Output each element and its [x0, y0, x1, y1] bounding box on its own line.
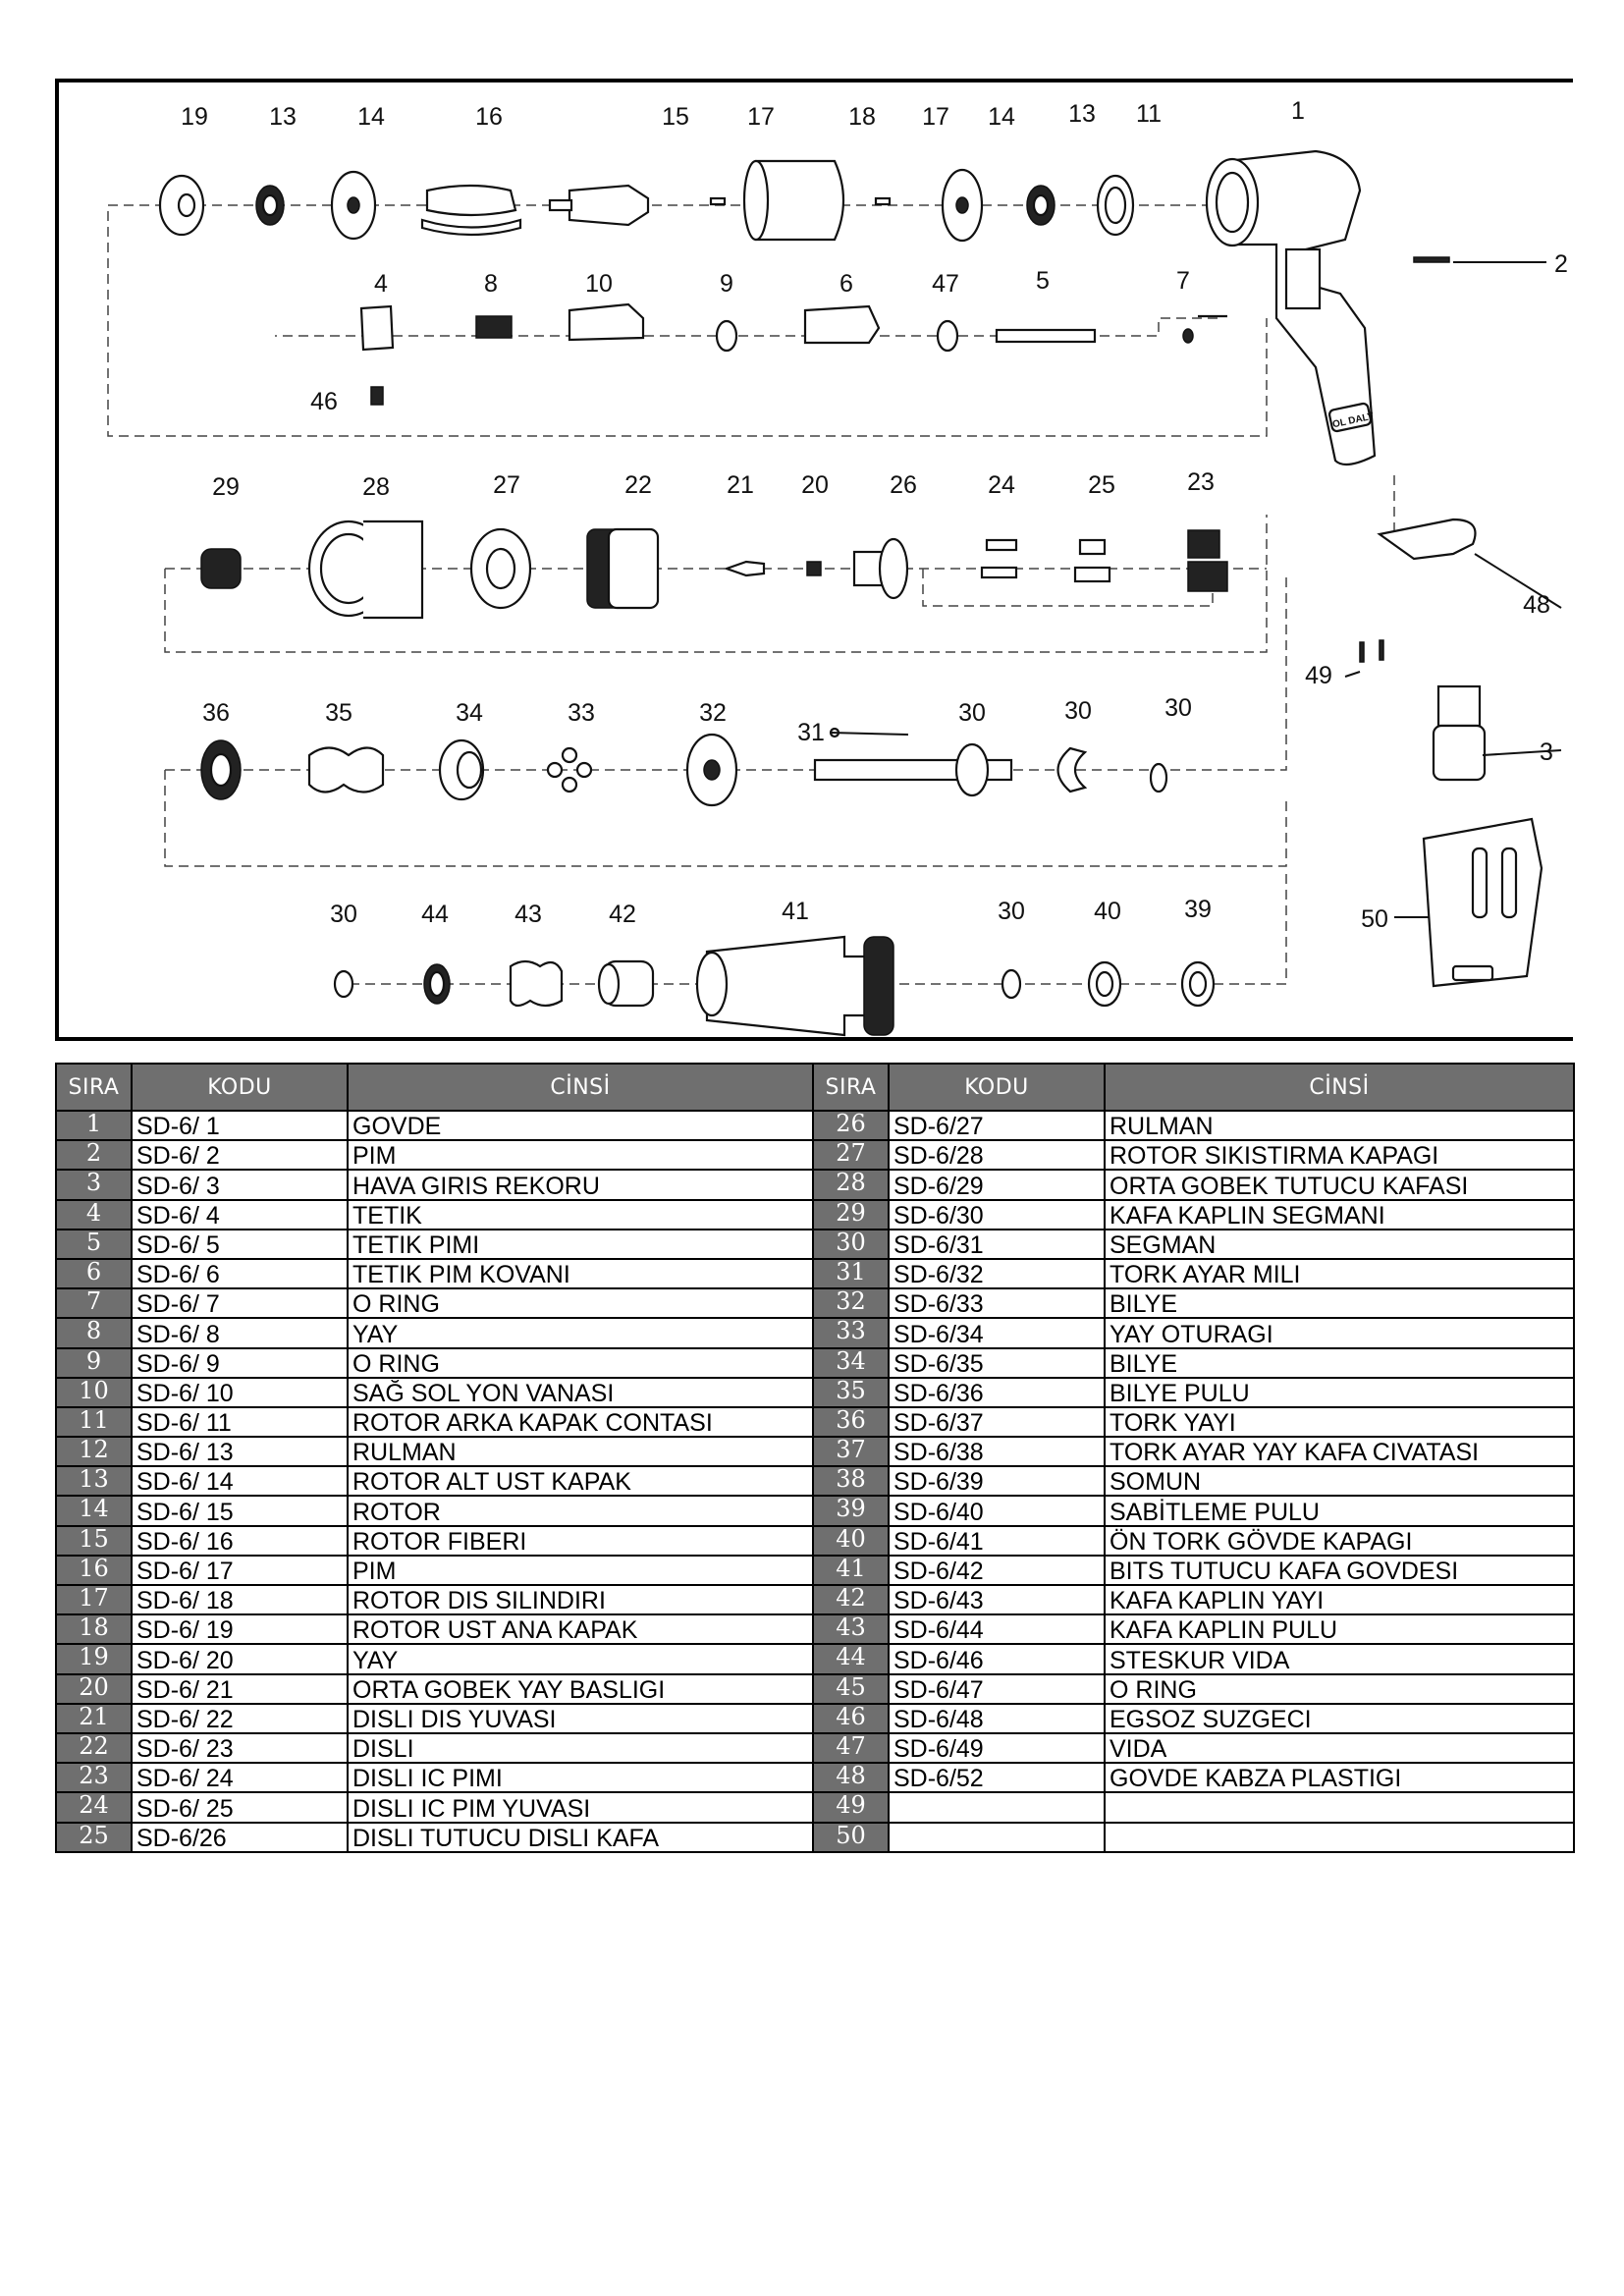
- callout-39: 39: [1184, 896, 1212, 923]
- callout-17a: 17: [747, 103, 775, 131]
- parts-row-3: [201, 521, 1227, 618]
- cell-code2: SD-6/48: [889, 1704, 1105, 1733]
- cell-code2: SD-6/27: [889, 1111, 1105, 1140]
- cell-name: SAĞ SOL YON VANASI: [348, 1378, 813, 1407]
- cell-no2: 28: [813, 1170, 889, 1199]
- callout-44: 44: [421, 901, 449, 928]
- cell-code: SD-6/ 16: [132, 1526, 348, 1556]
- cell-name: TETIK: [348, 1200, 813, 1230]
- table-row: [56, 1674, 1574, 1704]
- cell-no: 18: [56, 1614, 132, 1644]
- cell-code: SD-6/ 14: [132, 1466, 348, 1496]
- callout-6: 6: [839, 270, 853, 298]
- callout-1: 1: [1291, 97, 1305, 125]
- cell-code: SD-6/ 22: [132, 1704, 348, 1733]
- callout-30b: 30: [330, 901, 357, 928]
- cell-name2: SEGMAN: [1105, 1230, 1574, 1259]
- svg-text:OL DALY: OL DALY: [1331, 410, 1376, 431]
- cell-name2: ROTOR SIKISTIRMA KAPAGI: [1105, 1140, 1574, 1170]
- cell-code: SD-6/ 4: [132, 1200, 348, 1230]
- parts-list-table: [55, 1063, 1575, 1853]
- col-header-kodu: KODU: [132, 1064, 348, 1111]
- cell-no: 15: [56, 1526, 132, 1556]
- cell-code: SD-6/ 10: [132, 1378, 348, 1407]
- cell-no: 12: [56, 1437, 132, 1466]
- callout-35: 33: [568, 699, 595, 727]
- cell-name2: KAFA KAPLIN SEGMANI: [1105, 1200, 1574, 1230]
- callout-29: 29: [212, 473, 240, 501]
- cell-no2: 47: [813, 1733, 889, 1763]
- cell-name: TETIK PIMI: [348, 1230, 813, 1259]
- cell-name2: O RING: [1105, 1674, 1574, 1704]
- callout-46: 46: [310, 388, 338, 415]
- cell-code: SD-6/ 20: [132, 1644, 348, 1673]
- exploded-view-diagram: [55, 79, 1573, 1041]
- cell-name2: BILYE PULU: [1105, 1378, 1574, 1407]
- cell-code: SD-6/ 1: [132, 1111, 348, 1140]
- cell-code: SD-6/ 15: [132, 1496, 348, 1525]
- table-row: [56, 1704, 1574, 1733]
- callout-34: 32: [699, 699, 727, 727]
- cell-name2: [1105, 1792, 1574, 1822]
- cell-code: SD-6/ 8: [132, 1318, 348, 1347]
- cell-code2: SD-6/52: [889, 1763, 1105, 1792]
- cell-name: DISLI IC PIMI: [348, 1763, 813, 1792]
- table-row: [56, 1140, 1574, 1170]
- cell-name: DISLI: [348, 1733, 813, 1763]
- cell-no: 9: [56, 1348, 132, 1378]
- cell-name2: RULMAN: [1105, 1111, 1574, 1140]
- table-row: [56, 1496, 1574, 1525]
- parts-row-1: [160, 161, 1133, 241]
- cell-no: 6: [56, 1259, 132, 1288]
- col-header-sira-2: SIRA: [813, 1064, 889, 1111]
- cell-code: SD-6/ 13: [132, 1437, 348, 1466]
- callout-14b: 14: [988, 103, 1015, 131]
- cell-code2: SD-6/49: [889, 1733, 1105, 1763]
- cell-name2: SOMUN: [1105, 1466, 1574, 1496]
- cell-no2: 36: [813, 1407, 889, 1437]
- cell-name: DISLI IC PIM YUVASI: [348, 1792, 813, 1822]
- callout-10: 10: [585, 270, 613, 298]
- cell-name2: BILYE: [1105, 1288, 1574, 1318]
- callout-30c: 30: [998, 898, 1025, 925]
- callout-31: 30: [1064, 697, 1092, 725]
- table-row: [56, 1170, 1574, 1199]
- cell-no2: 48: [813, 1763, 889, 1792]
- cell-name: ROTOR UST ANA KAPAK: [348, 1614, 813, 1644]
- cell-no2: 34: [813, 1348, 889, 1378]
- cell-name2: STESKUR VIDA: [1105, 1644, 1574, 1673]
- cell-code2: SD-6/43: [889, 1585, 1105, 1614]
- cell-name2: BILYE: [1105, 1348, 1574, 1378]
- cell-no: 17: [56, 1585, 132, 1614]
- cell-code2: SD-6/38: [889, 1437, 1105, 1466]
- cell-name2: ORTA GOBEK TUTUCU KAFASI: [1105, 1170, 1574, 1199]
- cell-name: RULMAN: [348, 1437, 813, 1466]
- cell-name: DISLI TUTUCU DISLI KAFA: [348, 1823, 813, 1852]
- cell-code: SD-6/ 18: [132, 1585, 348, 1614]
- cell-code2: SD-6/37: [889, 1407, 1105, 1437]
- callout-42: 42: [609, 901, 636, 928]
- parts-row-4: [201, 729, 1166, 805]
- cell-no: 8: [56, 1318, 132, 1347]
- cell-name: ROTOR ALT UST KAPAK: [348, 1466, 813, 1496]
- cell-no2: 40: [813, 1526, 889, 1556]
- callout-5: 5: [1036, 267, 1050, 295]
- cell-no: 4: [56, 1200, 132, 1230]
- cell-no: 24: [56, 1792, 132, 1822]
- table-row: [56, 1407, 1574, 1437]
- cell-code: SD-6/ 24: [132, 1763, 348, 1792]
- cell-name: ROTOR DIS SILINDIRI: [348, 1585, 813, 1614]
- callout-32: 30: [958, 699, 986, 727]
- callout-19: 19: [181, 103, 208, 131]
- table-row: [56, 1466, 1574, 1496]
- cell-no2: 45: [813, 1674, 889, 1704]
- cell-name: ROTOR ARKA KAPAK CONTASI: [348, 1407, 813, 1437]
- callout-labels: [181, 97, 1568, 933]
- cell-code2: [889, 1823, 1105, 1852]
- cell-no2: 44: [813, 1644, 889, 1673]
- cell-name: O RING: [348, 1348, 813, 1378]
- callout-50: 50: [1361, 905, 1388, 933]
- cell-code: SD-6/26: [132, 1823, 348, 1852]
- callout-17b: 17: [922, 103, 949, 131]
- callout-7: 7: [1176, 267, 1190, 295]
- table-row: [56, 1318, 1574, 1347]
- callout-15: 15: [662, 103, 689, 131]
- cell-no: 22: [56, 1733, 132, 1763]
- cell-name: O RING: [348, 1288, 813, 1318]
- callout-3: 3: [1540, 738, 1553, 766]
- cell-code2: SD-6/46: [889, 1644, 1105, 1673]
- table-row: [56, 1733, 1574, 1763]
- cell-code: SD-6/ 25: [132, 1792, 348, 1822]
- callout-43: 43: [514, 901, 542, 928]
- cell-no: 11: [56, 1407, 132, 1437]
- callout-47: 47: [932, 270, 959, 298]
- exploded-view-svg: [59, 82, 1577, 1045]
- cell-name: ORTA GOBEK YAY BASLIGI: [348, 1674, 813, 1704]
- cell-name2: ÖN TORK GÖVDE KAPAGI: [1105, 1526, 1574, 1556]
- callout-38: 36: [202, 699, 230, 727]
- cell-no2: 39: [813, 1496, 889, 1525]
- cell-no2: 26: [813, 1111, 889, 1140]
- cell-no: 10: [56, 1378, 132, 1407]
- cell-name2: YAY OTURAGI: [1105, 1318, 1574, 1347]
- cell-name: HAVA GIRIS REKORU: [348, 1170, 813, 1199]
- table-row: [56, 1526, 1574, 1556]
- table-row: [56, 1763, 1574, 1792]
- cell-name2: GOVDE KABZA PLASTIGI: [1105, 1763, 1574, 1792]
- parts-row-5: [335, 937, 1214, 1035]
- cell-name2: SABİTLEME PULU: [1105, 1496, 1574, 1525]
- col-header-sira: SIRA: [56, 1064, 132, 1111]
- cell-code: SD-6/ 5: [132, 1230, 348, 1259]
- cell-code2: SD-6/29: [889, 1170, 1105, 1199]
- col-header-cinsi-2: CİNSİ: [1105, 1064, 1574, 1111]
- callout-13a: 13: [269, 103, 297, 131]
- assembly-lines: [108, 205, 1394, 984]
- cell-code2: SD-6/36: [889, 1378, 1105, 1407]
- cell-code: SD-6/ 23: [132, 1733, 348, 1763]
- callout-30a: 30: [1164, 694, 1192, 722]
- callout-2: 2: [1554, 250, 1568, 278]
- cell-name2: KAFA KAPLIN YAYI: [1105, 1585, 1574, 1614]
- table-row: [56, 1823, 1574, 1852]
- cell-name2: TORK YAYI: [1105, 1407, 1574, 1437]
- cell-code: SD-6/ 21: [132, 1674, 348, 1704]
- cell-no2: 32: [813, 1288, 889, 1318]
- cell-no2: 49: [813, 1792, 889, 1822]
- cell-code: SD-6/ 9: [132, 1348, 348, 1378]
- cell-no: 20: [56, 1674, 132, 1704]
- cell-no2: 27: [813, 1140, 889, 1170]
- tool-body: [1198, 151, 1449, 465]
- cell-no: 5: [56, 1230, 132, 1259]
- cell-name: YAY: [348, 1318, 813, 1347]
- callout-41: 41: [782, 898, 809, 925]
- cell-name: YAY: [348, 1644, 813, 1673]
- cell-no2: 42: [813, 1585, 889, 1614]
- callout-22: 22: [624, 471, 652, 499]
- callout-9: 9: [720, 270, 733, 298]
- callout-27: 27: [493, 471, 520, 499]
- cell-no2: 33: [813, 1318, 889, 1347]
- callout-24: 24: [988, 471, 1015, 499]
- col-header-cinsi: CİNSİ: [348, 1064, 813, 1111]
- callout-14a: 14: [357, 103, 385, 131]
- table-row: [56, 1792, 1574, 1822]
- cell-name: TETIK PIM KOVANI: [348, 1259, 813, 1288]
- callout-49: 49: [1305, 662, 1332, 689]
- cell-code2: SD-6/42: [889, 1556, 1105, 1585]
- cell-code2: SD-6/40: [889, 1496, 1105, 1525]
- cell-code: SD-6/ 2: [132, 1140, 348, 1170]
- table-row: [56, 1259, 1574, 1288]
- callout-13b: 13: [1068, 100, 1096, 128]
- cell-code: SD-6/ 17: [132, 1556, 348, 1585]
- callout-40: 40: [1094, 898, 1121, 925]
- cell-code2: SD-6/33: [889, 1288, 1105, 1318]
- cell-name: DISLI DIS YUVASI: [348, 1704, 813, 1733]
- cell-no2: 30: [813, 1230, 889, 1259]
- cell-code2: SD-6/32: [889, 1259, 1105, 1288]
- callout-48: 48: [1523, 591, 1550, 619]
- cell-no: 1: [56, 1111, 132, 1140]
- callout-37: 35: [325, 699, 352, 727]
- cell-no2: 43: [813, 1614, 889, 1644]
- cell-name2: BITS TUTUCU KAFA GOVDESI: [1105, 1556, 1574, 1585]
- cell-no2: 35: [813, 1378, 889, 1407]
- cell-name2: TORK AYAR MILI: [1105, 1259, 1574, 1288]
- parts-row-2: [361, 304, 1193, 405]
- cell-name: GOVDE: [348, 1111, 813, 1140]
- cell-code2: SD-6/35: [889, 1348, 1105, 1378]
- cell-name: ROTOR: [348, 1496, 813, 1525]
- table-row: [56, 1644, 1574, 1673]
- table-row: [56, 1200, 1574, 1230]
- cell-no: 23: [56, 1763, 132, 1792]
- table-row: [56, 1288, 1574, 1318]
- table-row: [56, 1614, 1574, 1644]
- callout-8: 8: [484, 270, 498, 298]
- cell-name2: TORK AYAR YAY KAFA CIVATASI: [1105, 1437, 1574, 1466]
- cell-code2: SD-6/41: [889, 1526, 1105, 1556]
- table-row: [56, 1230, 1574, 1259]
- cell-no: 14: [56, 1496, 132, 1525]
- callout-23: 23: [1187, 468, 1215, 496]
- cell-code2: SD-6/30: [889, 1200, 1105, 1230]
- cell-code2: [889, 1792, 1105, 1822]
- table-row: [56, 1585, 1574, 1614]
- cell-code: SD-6/ 19: [132, 1614, 348, 1644]
- table-row: [56, 1348, 1574, 1378]
- cell-name: ROTOR FIBERI: [348, 1526, 813, 1556]
- callout-28: 28: [362, 473, 390, 501]
- cell-name2: KAFA KAPLIN PULU: [1105, 1614, 1574, 1644]
- cell-name2: VIDA: [1105, 1733, 1574, 1763]
- callout-26: 26: [890, 471, 917, 499]
- callout-11: 11: [1136, 100, 1162, 128]
- cell-no: 7: [56, 1288, 132, 1318]
- table-row: [56, 1437, 1574, 1466]
- callout-4: 4: [374, 270, 388, 298]
- cell-no2: 46: [813, 1704, 889, 1733]
- cell-code2: SD-6/31: [889, 1230, 1105, 1259]
- cell-no2: 31: [813, 1259, 889, 1288]
- cell-code2: SD-6/34: [889, 1318, 1105, 1347]
- cell-no: 21: [56, 1704, 132, 1733]
- cell-name: PIM: [348, 1556, 813, 1585]
- cell-no2: 29: [813, 1200, 889, 1230]
- cell-code2: SD-6/28: [889, 1140, 1105, 1170]
- callout-18: 18: [848, 103, 876, 131]
- cell-no: 2: [56, 1140, 132, 1170]
- cell-name2: EGSOZ SUZGECI: [1105, 1704, 1574, 1733]
- cell-no2: 50: [813, 1823, 889, 1852]
- cell-name2: [1105, 1823, 1574, 1852]
- cell-no: 16: [56, 1556, 132, 1585]
- cell-no: 19: [56, 1644, 132, 1673]
- callout-36: 34: [456, 699, 483, 727]
- callout-33: 31: [797, 719, 825, 746]
- callout-16: 16: [475, 103, 503, 131]
- cell-code2: SD-6/39: [889, 1466, 1105, 1496]
- cell-no: 3: [56, 1170, 132, 1199]
- cell-no: 13: [56, 1466, 132, 1496]
- cell-name: PIM: [348, 1140, 813, 1170]
- table-row: [56, 1556, 1574, 1585]
- cell-code: SD-6/ 11: [132, 1407, 348, 1437]
- cell-code: SD-6/ 6: [132, 1259, 348, 1288]
- callout-21: 21: [727, 471, 754, 499]
- callout-25: 25: [1088, 471, 1115, 499]
- table-row: [56, 1378, 1574, 1407]
- cell-no2: 41: [813, 1556, 889, 1585]
- table-header-row: [56, 1064, 1574, 1111]
- cell-code2: SD-6/47: [889, 1674, 1105, 1704]
- cell-no2: 37: [813, 1437, 889, 1466]
- callout-20: 20: [801, 471, 829, 499]
- cell-code2: SD-6/44: [889, 1614, 1105, 1644]
- cell-no2: 38: [813, 1466, 889, 1496]
- cell-code: SD-6/ 7: [132, 1288, 348, 1318]
- table-row: [56, 1111, 1574, 1140]
- col-header-kodu-2: KODU: [889, 1064, 1105, 1111]
- cell-no: 25: [56, 1823, 132, 1852]
- cell-code: SD-6/ 3: [132, 1170, 348, 1199]
